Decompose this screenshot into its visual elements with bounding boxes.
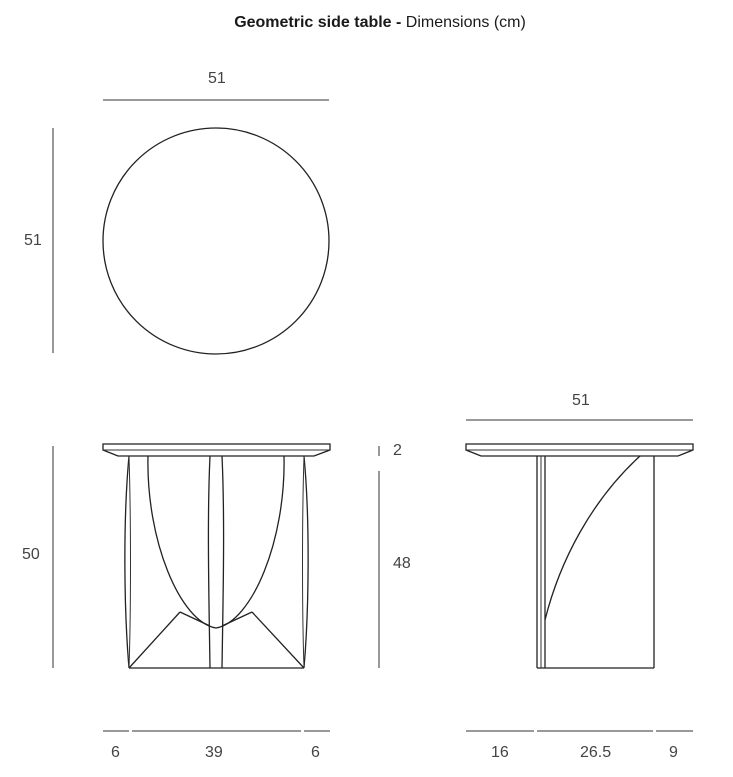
- front-leg-height-label: 48: [393, 555, 411, 572]
- front-bottom-center-label: 39: [205, 744, 223, 761]
- top-depth-label: 51: [24, 232, 42, 249]
- top-width-label: 51: [208, 70, 226, 87]
- front-left-leg-outer: [125, 456, 129, 668]
- side-bottom-right-label: 9: [669, 744, 678, 761]
- title-bold: Geometric side table: [234, 14, 392, 31]
- front-center-leg-left: [208, 456, 210, 668]
- front-right-brace-top: [222, 612, 252, 626]
- front-right-leg-inner: [303, 456, 305, 668]
- front-center-leg-right: [222, 456, 224, 668]
- front-left-brace-top: [180, 612, 210, 626]
- front-right-leg-outer: [304, 456, 308, 668]
- side-view: [466, 420, 693, 731]
- front-total-height-label: 50: [22, 546, 40, 563]
- front-left-leg-inner: [129, 456, 131, 668]
- front-u-curve: [148, 456, 284, 628]
- front-bottom-left-label: 6: [111, 744, 120, 761]
- side-bottom-center-label: 26.5: [580, 744, 612, 761]
- front-top-thickness-label: 2: [393, 442, 402, 459]
- side-bottom-left-label: 16: [491, 744, 509, 761]
- side-width-label: 51: [572, 392, 590, 409]
- title-separator: -: [391, 14, 406, 31]
- side-curve: [545, 456, 640, 620]
- tabletop-circle: [103, 128, 329, 354]
- front-left-brace: [129, 612, 180, 668]
- front-bottom-right-label: 6: [311, 744, 320, 761]
- front-right-brace: [252, 612, 304, 668]
- title-subtitle: Dimensions (cm): [405, 14, 526, 31]
- front-view: [53, 444, 379, 731]
